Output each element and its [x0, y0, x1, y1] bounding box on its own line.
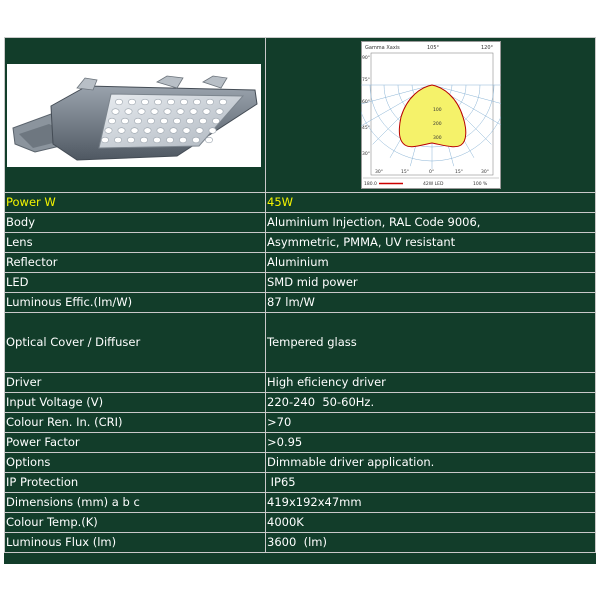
diagram-top-angle: 105°: [426, 45, 439, 51]
diagram-side-label: 60°: [361, 100, 370, 105]
spec-value: SMD mid power: [266, 273, 596, 293]
spec-label: Power W: [5, 193, 266, 213]
spec-row: [5, 473, 596, 493]
diagram-side-label: 30°: [361, 152, 370, 157]
spec-row: [5, 433, 596, 453]
spec-value: Aluminium Injection, RAL Code 9006,: [266, 213, 596, 233]
spec-label: Options: [5, 453, 266, 473]
diagram-bottom-angle: 15°: [400, 170, 409, 175]
spec-value: Aluminium: [266, 253, 596, 273]
diagram-top-label: Gamma Xaxis: [364, 45, 400, 51]
spec-value: >0.95: [266, 433, 596, 453]
diagram-side-label: 75°: [361, 78, 370, 83]
spec-row: [5, 513, 596, 533]
spec-value: 220-240 50-60Hz.: [266, 393, 596, 413]
diagram-ring-value: 200: [432, 122, 442, 127]
spec-row: [5, 293, 596, 313]
spec-label: Lens: [5, 233, 266, 253]
spec-row: [5, 493, 596, 513]
spec-label: Reflector: [5, 253, 266, 273]
diagram-footer-left: 180.0: [363, 182, 377, 187]
spec-label: Body: [5, 213, 266, 233]
diagram-footer-mid: 42W LED: [422, 182, 443, 187]
polar-diagram-cell: [266, 38, 596, 193]
spec-row: [5, 213, 596, 233]
spec-row: [5, 233, 596, 253]
spec-value: 45W: [266, 193, 596, 213]
spec-row: [5, 313, 596, 373]
diagram-footer-right: 100 %: [472, 182, 487, 187]
spec-label: Power Factor: [5, 433, 266, 453]
diagram-ring-value: 100: [432, 108, 442, 113]
diagram-bottom-angle: 0°: [428, 170, 434, 175]
diagram-side-label: 45°: [361, 126, 370, 131]
spec-label: IP Protection: [5, 473, 266, 493]
diagram-bottom-angle: 15°: [454, 170, 463, 175]
polar-diagram: [361, 41, 501, 189]
spec-value: >70: [266, 413, 596, 433]
spec-label: Driver: [5, 373, 266, 393]
spec-value: 4000K: [266, 513, 596, 533]
spec-value: 419x192x47mm: [266, 493, 596, 513]
spec-rows: [5, 193, 596, 553]
spec-row: [5, 413, 596, 433]
diagram-side-label: 90°: [361, 56, 370, 61]
spec-value: 3600 (lm): [266, 533, 596, 553]
diagram-top-angle: 120°: [480, 45, 493, 51]
spec-row: [5, 533, 596, 553]
spec-label: Luminous Flux (lm): [5, 533, 266, 553]
street-light-photo: [7, 64, 261, 167]
image-row: [5, 38, 596, 193]
spec-value: IP65: [266, 473, 596, 493]
spec-value: 87 lm/W: [266, 293, 596, 313]
spec-label: Dimensions (mm) a b c: [5, 493, 266, 513]
spec-label: LED: [5, 273, 266, 293]
spec-label: Input Voltage (V): [5, 393, 266, 413]
spec-label: Optical Cover / Diffuser: [5, 313, 266, 373]
spec-label: Luminous Effic.(lm/W): [5, 293, 266, 313]
spec-row: [5, 453, 596, 473]
spec-label: Colour Temp.(K): [5, 513, 266, 533]
spec-row: [5, 253, 596, 273]
spec-row: [5, 273, 596, 293]
spec-label: Colour Ren. In. (CRI): [5, 413, 266, 433]
spec-row: [5, 373, 596, 393]
spec-value: Dimmable driver application.: [266, 453, 596, 473]
diagram-ring-value: 300: [432, 136, 442, 141]
spec-value: Tempered glass: [266, 313, 596, 373]
spec-table: [4, 37, 596, 553]
spec-value: Asymmetric, PMMA, UV resistant: [266, 233, 596, 253]
spec-row: [5, 193, 596, 213]
spec-value: High eficiency driver: [266, 373, 596, 393]
diagram-bottom-angle: 30°: [374, 170, 383, 175]
product-photo-cell: [5, 38, 266, 193]
spec-row: [5, 393, 596, 413]
diagram-bottom-angle: 30°: [480, 170, 489, 175]
